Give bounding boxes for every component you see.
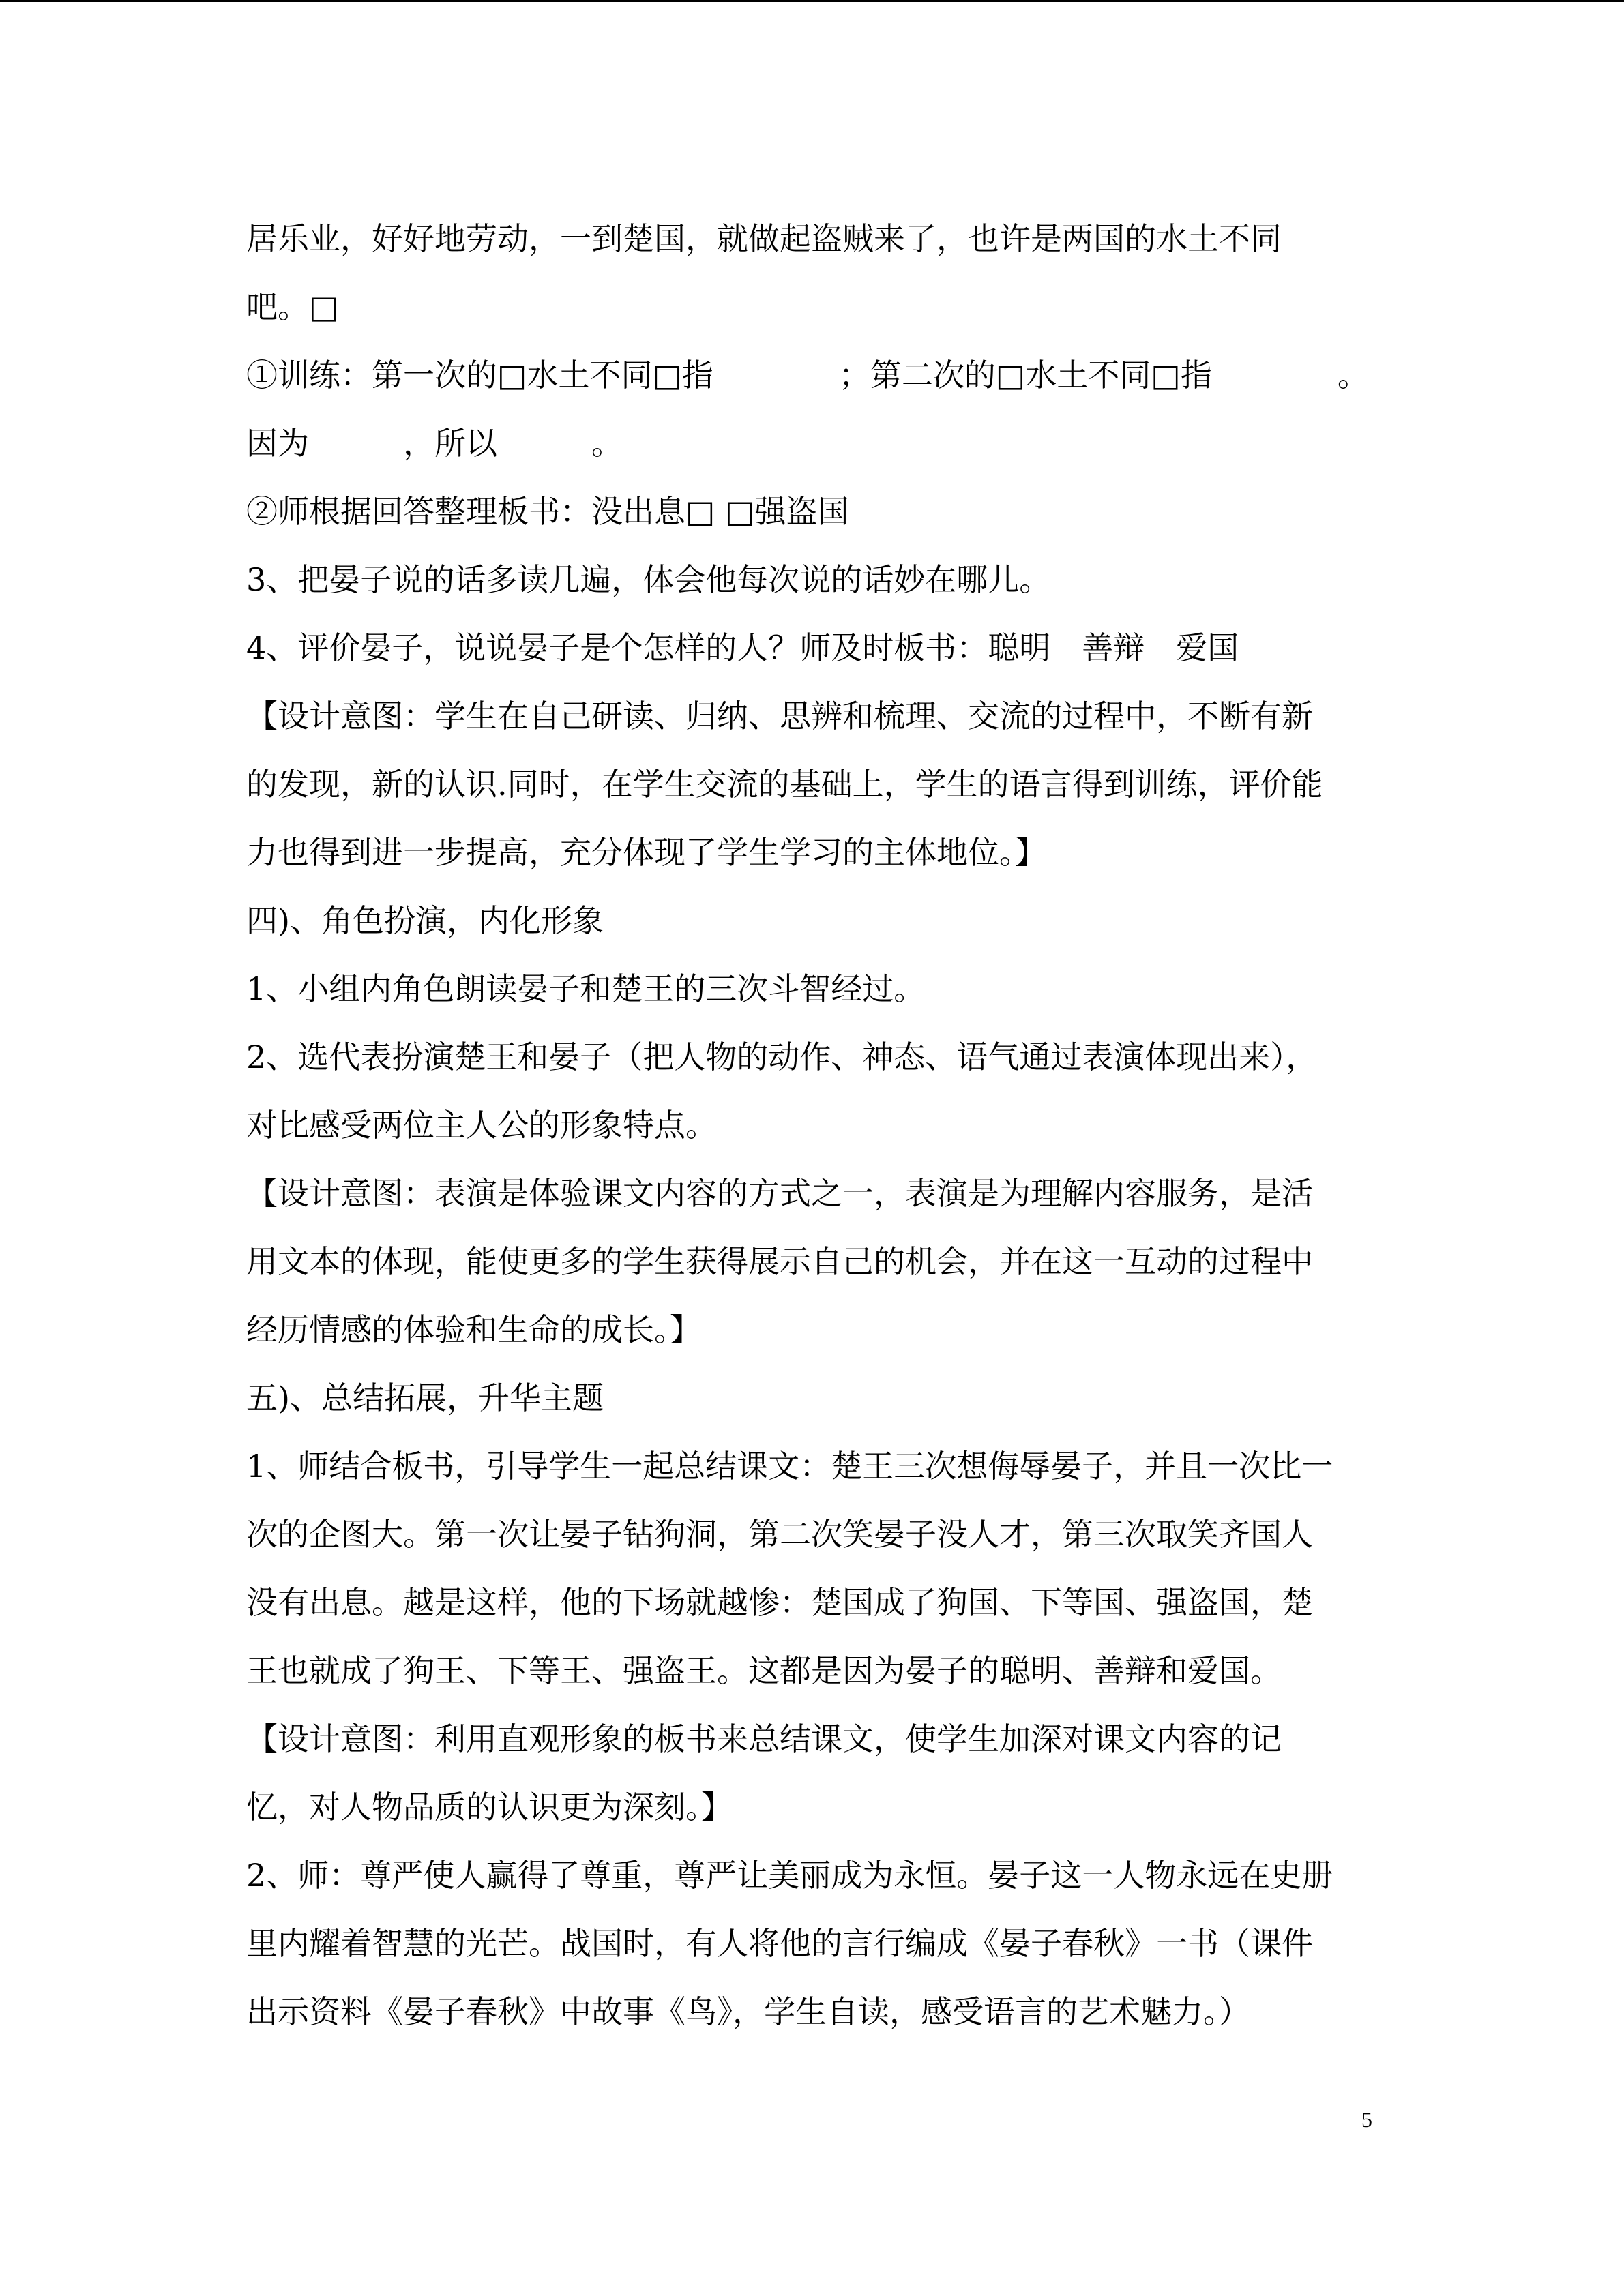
page-number: 5 [1361, 2107, 1372, 2132]
design-intent-line: 的发现，新的认识.同时，在学生交流的基础上，学生的语言得到训练，评价能 [246, 766, 1323, 803]
text-line: 对比感受两位主人公的形象特点。 [246, 1107, 717, 1144]
design-intent-line: 用文本的体现，能使更多的学生获得展示自己的机会，并在这一互动的过程中 [246, 1243, 1313, 1280]
text-line: ①训练：第一次的□水土不同□指 ；第二次的□水土不同□指 。 [246, 357, 1369, 393]
text-line: 3、把晏子说的话多读几遍，体会他每次说的话妙在哪儿。 [246, 561, 1051, 598]
section-heading: 四)、角色扮演，内化形象 [246, 902, 604, 939]
document-body [246, 205, 1378, 2046]
design-intent-line: 力也得到进一步提高，充分体现了学生学习的主体地位。】 [246, 834, 1046, 871]
text-line: 因为 ，所以 。 [246, 425, 623, 462]
text-line: 2、师：尊严使人赢得了尊重，尊严让美丽成为永恒。晏子这一人物永远在史册 [246, 1857, 1333, 1894]
text-line: 居乐业，好好地劳动，一到楚国，就做起盗贼来了，也许是两国的水土不同 [246, 220, 1282, 257]
text-line: 次的企图大。第一次让晏子钻狗洞，第二次笑晏子没人才，第三次取笑齐国人 [246, 1516, 1313, 1553]
text-line: 王也就成了狗王、下等王、强盗王。这都是因为晏子的聪明、善辩和爱国。 [246, 1652, 1282, 1689]
text-line: 出示资料《晏子春秋》中故事《鸟》，学生自读，感受语言的艺术魅力。） [246, 1993, 1250, 2030]
design-intent-line: 【设计意图：表演是体验课文内容的方式之一，表演是为理解内容服务，是活 [246, 1175, 1313, 1212]
design-intent-line: 经历情感的体验和生命的成长。】 [246, 1311, 701, 1348]
section-heading: 五)、总结拓展，升华主题 [246, 1380, 604, 1416]
text-line: 吧。□ [246, 288, 339, 325]
text-line: ②师根据回答整理板书：没出息□ □强盗国 [246, 493, 849, 530]
design-intent-line: 【设计意图：利用直观形象的板书来总结课文，使学生加深对课文内容的记 [246, 1720, 1282, 1757]
text-line: 1、小组内角色朗读晏子和楚王的三次斗智经过。 [246, 970, 926, 1007]
text-line: 4、评价晏子，说说晏子是个怎样的人？师及时板书：聪明 善辩 爱国 [246, 629, 1239, 666]
text-line: 1、师结合板书，引导学生一起总结课文：楚王三次想侮辱晏子，并且一次比一 [246, 1448, 1333, 1485]
text-line: 里内耀着智慧的光芒。战国时，有人将他的言行编成《晏子春秋》一书（课件 [246, 1925, 1313, 1962]
text-line: 2、选代表扮演楚王和晏子（把人物的动作、神态、语气通过表演体现出来）， [246, 1039, 1318, 1075]
page-top-border [0, 0, 1624, 2]
text-line: 没有出息。越是这样，他的下场就越惨：楚国成了狗国、下等国、强盗国，楚 [246, 1584, 1313, 1621]
design-intent-line: 【设计意图：学生在自己研读、归纳、思辨和梳理、交流的过程中，不断有新 [246, 698, 1313, 734]
design-intent-line: 忆，对人物品质的认识更为深刻。】 [246, 1789, 733, 1825]
